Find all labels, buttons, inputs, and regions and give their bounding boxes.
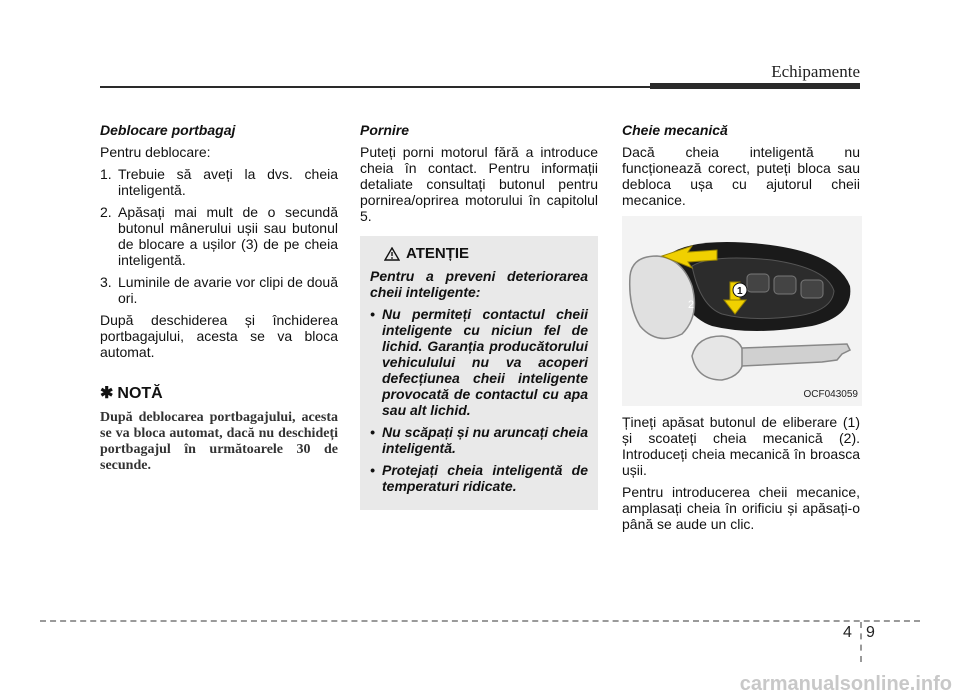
list-number: 3.: [100, 274, 112, 290]
note-text: După deblocarea portbagajului, acesta se va bloca automat, dacă nu deschideți portbagajul în următoarele 30 de secunde.: [100, 410, 338, 473]
note-title: NOTĂ: [117, 385, 163, 402]
header-rule-accent: [650, 83, 860, 89]
column-mechanical-key: [622, 122, 860, 538]
figure-code: OCF043059: [803, 389, 858, 400]
heading-trunk-unlock: Deblocare portbagaj: [100, 122, 236, 138]
caution-intro: Pentru a preveni deteriorarea cheii inteligente:: [370, 268, 588, 300]
caution-item-text: Nu scăpați și nu aruncați cheia inteligentă.: [382, 424, 588, 456]
section-title: Echipamente: [771, 62, 860, 81]
note-icon: ✱: [100, 385, 114, 402]
bullet: •: [370, 462, 375, 478]
list-text: Trebuie să aveți la dvs. cheia inteligentă.: [118, 166, 338, 198]
watermark: carmanualsonline.info: [739, 673, 952, 695]
insert-text: Pentru introducerea cheii mecanice, amplasați cheia în orificiu și apăsați-o până se aude un clic.: [622, 484, 860, 532]
warning-triangle-icon: [384, 247, 400, 261]
list-item: [100, 274, 338, 306]
heading-mechanical-key: Cheie mecanică: [622, 122, 728, 138]
key-figure: [622, 216, 862, 406]
note-heading: [100, 386, 338, 402]
list-item: [100, 166, 338, 198]
page-number: 9: [866, 624, 875, 641]
header-rule: [100, 86, 650, 88]
figure-label-2: 2: [688, 299, 695, 311]
caution-item-text: Protejați cheia inteligentă de temperaturi ridicate.: [382, 462, 588, 494]
column-trunk-unlock: [100, 122, 338, 474]
caution-heading: [384, 246, 588, 262]
page-separator: [860, 622, 862, 662]
caution-title: ATENȚIE: [406, 245, 470, 262]
figure-label-1: 1: [737, 286, 743, 297]
column-start: [360, 122, 598, 510]
caution-box: [360, 236, 598, 510]
footer-rule: [40, 620, 920, 622]
after-text: După deschiderea și închiderea portbagajului, acesta se va bloca automat.: [100, 312, 338, 360]
list-item: [100, 204, 338, 268]
intro-text: Pentru deblocare:: [100, 144, 211, 160]
list-number: 2.: [100, 204, 112, 220]
heading-start: Pornire: [360, 122, 410, 138]
bullet: •: [370, 306, 375, 322]
caution-item: [370, 462, 588, 494]
smart-key-illustration: [622, 216, 862, 406]
page-number-chapter: 4: [843, 624, 852, 641]
mechanical-key-text: Dacă cheia inteligentă nu funcționează corect, puteți bloca sau debloca ușa cu ajutorul cheii mecanice.: [622, 144, 860, 208]
list-text: Luminile de avarie vor clipi de două ori.: [118, 274, 338, 306]
caution-item-text: Nu permiteți contactul cheii inteligente cu niciun fel de lichid. Garanția producătorului vehiculului nu va acoperi defecțiunea cheii inteligente provocată de contactul cu apa sau alt lichid.: [382, 306, 588, 418]
start-text: Puteți porni motorul fără a introduce cheia în contact. Pentru informații detaliate consultați butonul pentru pornirea/oprirea motorului în capitolul 5.: [360, 144, 598, 224]
bullet: •: [370, 424, 375, 440]
list-number: 1.: [100, 166, 112, 182]
caution-item: [370, 306, 588, 418]
release-text: Țineți apăsat butonul de eliberare (1) și scoateți cheia mecanică (2). Introduceți cheia mecanică în broasca ușii.: [622, 414, 860, 478]
list-text: Apăsați mai mult de o secundă butonul mânerului ușii sau butonul de blocare a ușilor (3) de pe cheia inteligentă.: [118, 204, 338, 268]
caution-item: [370, 424, 588, 456]
